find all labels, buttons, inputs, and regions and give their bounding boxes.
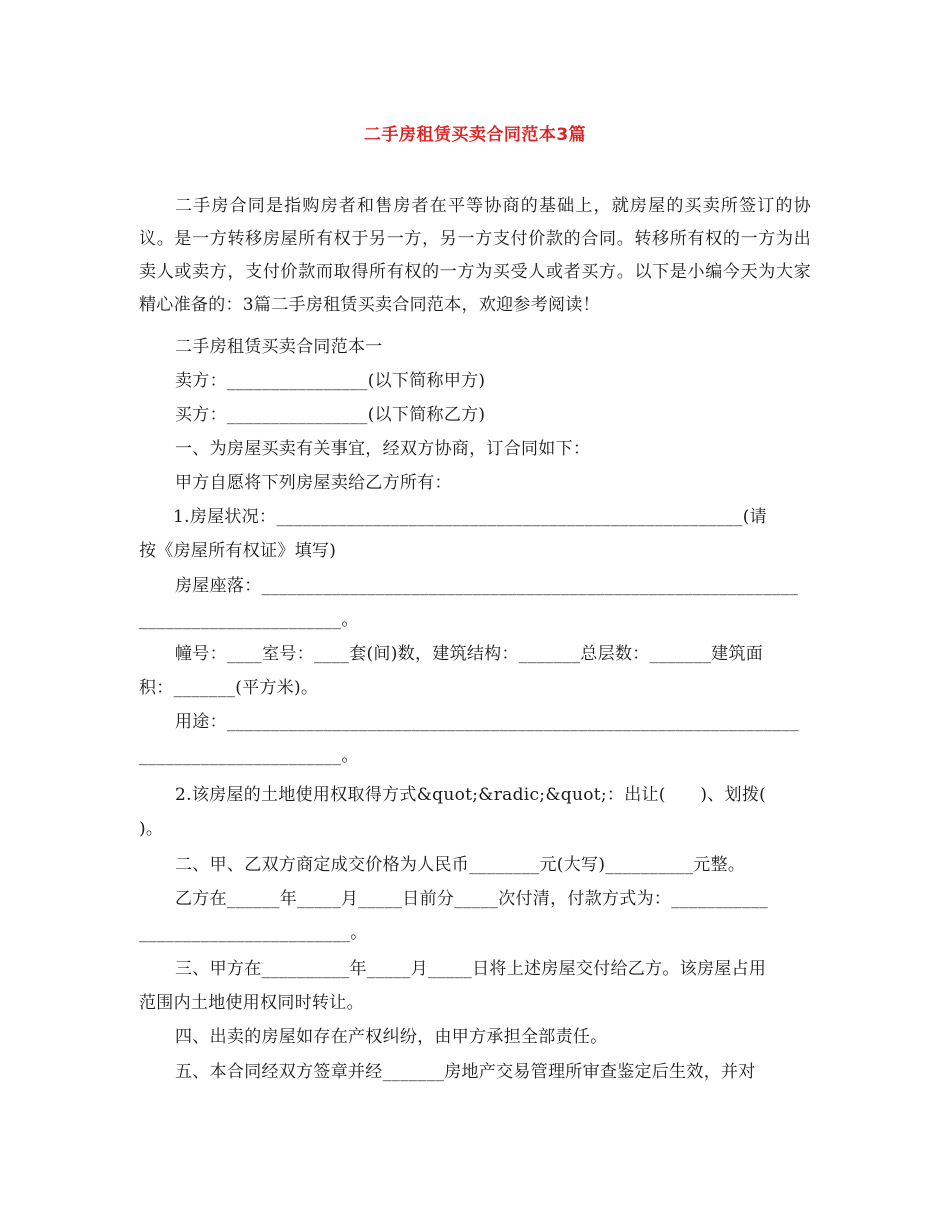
effect-line: 五、本合同经双方签章并经_______房地产交易管理所审查鉴定后生效，并对 [175,1062,756,1082]
land-use-right-line: 2.该房屋的土地使用权取得方式&quot;&radic;&quot;：出让( )、划拨( [175,785,767,805]
buyer-line: 买方：________________(以下简称乙方) [175,405,486,425]
land-use-right-cont: )。 [139,819,164,839]
dispute-line: 四、出卖的房屋如存在产权纠纷，由甲方承担全部责任。 [175,1027,608,1047]
usage-line: 用途：_________________________________________________________________ [175,712,799,732]
delivery-cont: 范围内土地使用权同时转让。 [139,993,364,1013]
document-title: 二手房租赁买卖合同范本3篇 [363,125,587,145]
clause-1-statement: 甲方自愿将下列房屋卖给乙方所有： [175,473,452,493]
section-heading-1: 二手房租赁买卖合同范本一 [175,337,383,357]
building-details-line: 幢号：____室号：____套(间)数，建筑结构：_______总层数：_______建筑面 [175,644,764,664]
house-status-note: 按《房屋所有权证》填写) [139,541,337,561]
house-location-cont: _______________________。 [139,610,359,630]
building-area-line: 积：_______(平方米)。 [139,678,319,698]
usage-cont: _______________________。 [139,746,359,766]
delivery-line: 三、甲方在__________年_____月_____日将上述房屋交付给乙方。该房屋占用 [175,959,767,979]
payment-line: 乙方在______年_____月_____日前分_____次付清，付款方式为：___________ [175,889,768,909]
clause-1-intro: 一、为房屋买卖有关事宜，经双方协商，订合同如下： [175,439,591,459]
seller-line: 卖方：________________(以下简称甲方) [175,371,486,391]
house-status-line: 1.房屋状况：_____________________________________________________(请 [173,507,767,527]
payment-cont: ________________________。 [139,923,368,943]
price-line: 二、甲、乙双方商定成交价格为人民币________元(大写)__________元整。 [175,855,746,875]
house-location-line: 房屋座落：_____________________________________________________________ [175,576,799,596]
intro-paragraph: 二手房合同是指购房者和售房者在平等协商的基础上，就房屋的买卖所签订的协议。是一方转移房屋所有权于另一方，另一方支付价款的合同。转移所有权的一方为出卖人或卖方，支付价款而取得所有权的一方为买受人或者买方。以下是小编今天为大家精心准备的：3篇二手房租赁买卖合同范本，欢迎参考阅读！ [139,196,811,315]
